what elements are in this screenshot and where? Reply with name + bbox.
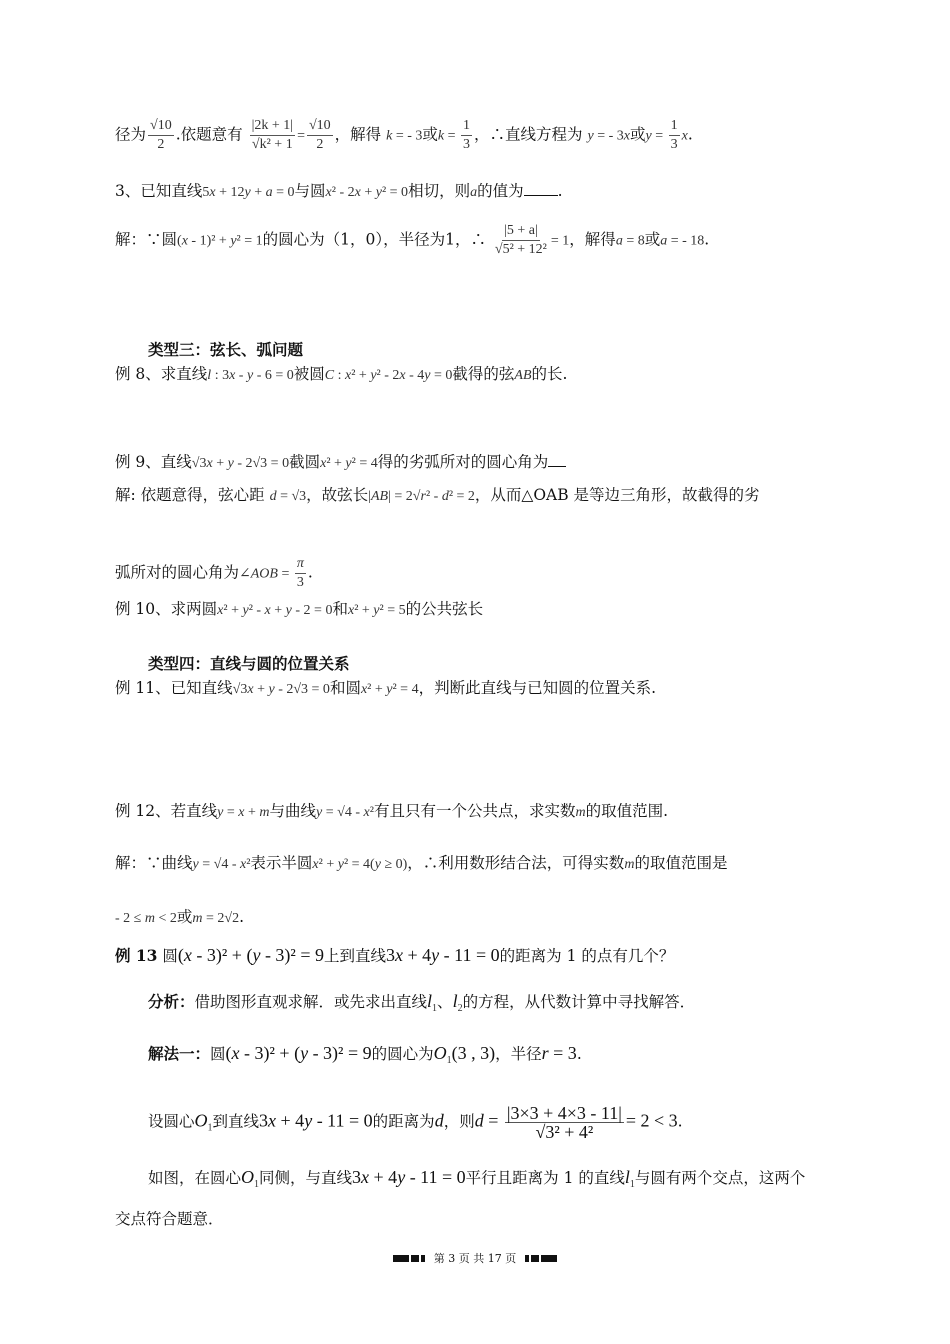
distance-line: 设圆心$O_1$到直线3x + 4y - 11 = 0的距离为d，则d = $\frac{|3\times 3 + 4\times 3 - 11|}{\text{√3² + 4²}}$ = 2 < 3. <box>148 1103 683 1142</box>
example-12: 例 12、若直线y = x + m与曲线y = √4 - x²有且只有一个公共点，求实数m的取值范围. <box>115 802 669 820</box>
example-9-solution-2: 弧所对的圆心角为∠AOB = $\frac{\pi}{3}$ . <box>115 556 313 590</box>
figure-explanation-1: 如图，在圆心$O_1$同侧，与直线3x + 4y - 11 = 0平行且距离为 1 的直线$l_1$与圆有两个交点，这两个 <box>148 1167 806 1191</box>
problem-3-solution: 解：∵圆(x - 1)² + y² = 1的圆心为（1，0），半径为1，∴ $\frac{|5 + a|}{\text{√5² + 12²}}$ = 1，解得a = 8或a = - 18. <box>115 223 710 257</box>
section-heading-type4: 类型四：直线与圆的位置关系 <box>148 654 350 673</box>
example-12-solution-1: 解：∵曲线y = √4 - x²表示半圆x² + y² = 4(y ≥ 0)，∴利用数形结合法，可得实数m的取值范围是 <box>115 854 728 872</box>
example-13: 例 13 圆(x - 3)² + (y - 3)² = 9上到直线3x + 4y - 11 = 0的距离为 1 的点有几个？ <box>115 945 675 965</box>
solution-method-1: 解法一：圆(x - 3)² + (y - 3)² = 9的圆心为$O_1(3$ , 3)，半径r = 3. <box>148 1043 582 1067</box>
example-8: 例 8、求直线l : 3x - y - 6 = 0被圆C : x² + y² - 2x - 4y = 0截得的弦AB的长. <box>115 365 568 383</box>
example-10: 例 10、求两圆x² + y² - x + y - 2 = 0和x² + y² = 5的公共弦长 <box>115 600 484 618</box>
example-12-solution-2: - 2 ≤ m < 2或m = 2√2. <box>115 908 245 926</box>
example-11: 例 11、已知直线√3x + y - 2√3 = 0和圆x² + y² = 4，判断此直线与已知圆的位置关系. <box>115 679 657 697</box>
problem-3: 3、已知直线5x + 12y + a = 0与圆x² - 2x + y² = 0相切，则a的值为 . <box>115 182 563 200</box>
figure-explanation-2: 交点符合题意． <box>115 1210 224 1228</box>
page-number: 第 3 页 共 17 页 <box>433 1252 517 1265</box>
section-heading-type3: 类型三：弦长、弧问题 <box>148 340 304 359</box>
example-9-solution-1: 解: 依题意得，弦心距 d = √3，故弦长|AB| = 2√r² - d² = 2，从而△OAB 是等边三角形，故截得的劣 <box>115 486 760 504</box>
analysis: 分析：借助图形直观求解．或先求出直线$l_1$、$l_2$的方程，从代数计算中寻找解答． <box>148 991 696 1015</box>
example-9: 例 9、直线√3x + y - 2√3 = 0截圆x² + y² = 4得的劣弧所对的圆心角为 <box>115 451 838 475</box>
solution-line-1: 径为 $\frac{√10}{2}$ .依题意有 $\frac{|2k + 1|}{\text{√k² + 1}}$ = $\frac{√10}{2}$ ，解得 k = - 3或k = $\frac{1}{3}$ ，∴直线方程为 y = - 3x或y = $\frac{1}{3}$ x. <box>115 118 693 152</box>
page-footer <box>0 1250 950 1266</box>
